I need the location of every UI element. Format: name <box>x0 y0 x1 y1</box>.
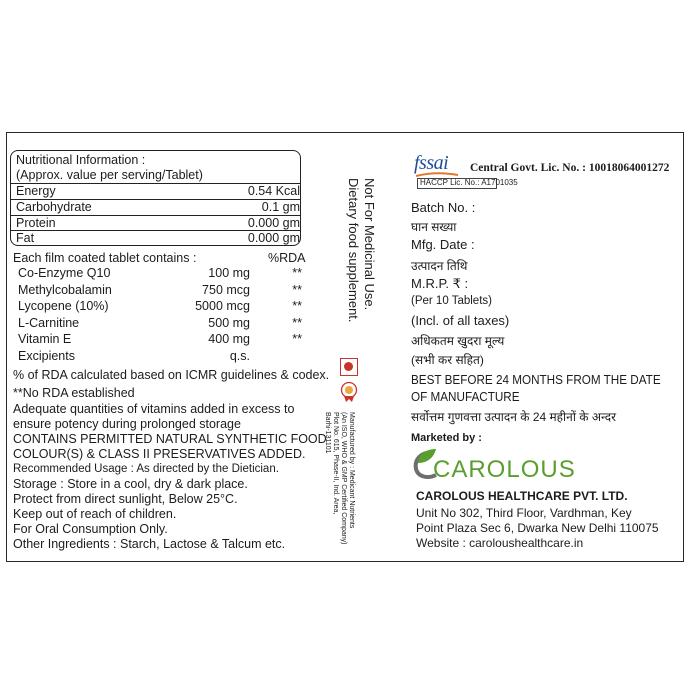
mrp-label: M.R.P. ₹ : <box>411 276 469 291</box>
ingredient-row: Lycopene (10%) 5000 mcg ** <box>18 299 302 313</box>
adequate-note: ensure potency during prolonged storage <box>13 417 241 431</box>
storage-note: Storage : Store in a cool, dry & dark place. <box>13 477 248 491</box>
website: Website : caroloushealthcare.in <box>416 536 584 550</box>
adequate-note: Adequate quantities of vitamins added in excess to <box>13 402 295 416</box>
nutrition-row: Protein 0.000 gm <box>16 216 300 230</box>
company-name: CAROLOUS HEALTHCARE PVT. LTD. <box>416 489 628 503</box>
address-line: Point Plaza Sec 6, Dwarka New Delhi 110075 <box>416 521 659 535</box>
nutrition-row: Carbohydrate 0.1 gm <box>16 200 300 214</box>
nutrition-subtitle: (Approx. value per serving/Tablet) <box>16 168 203 182</box>
rda-header: %RDA <box>268 251 306 265</box>
fssai-license: Central Govt. Lic. No. : 10018064001272 <box>470 162 670 174</box>
batch-no-hindi: घान सख्या <box>411 220 457 234</box>
veg-mark-icon <box>340 358 358 376</box>
protect-note: Protect from direct sunlight, Below 25°C. <box>13 492 238 506</box>
other-ingredients: Other Ingredients : Starch, Lactose & Talcum etc. <box>13 537 286 551</box>
no-rda-note: **No RDA established <box>13 386 135 400</box>
manufacturer-text: (An ISO, WHO & GMP Certified Company) <box>340 412 347 545</box>
manufacturer-text: Barhi-131101 <box>324 412 331 454</box>
per-tablets: (Per 10 Tablets) <box>411 295 492 307</box>
dietary-supplement-text: Dietary food supplement. <box>346 178 361 323</box>
nutrition-row: Fat 0.000 gm <box>16 231 300 245</box>
ingredient-row: Methylcobalamin 750 mcg ** <box>18 283 302 297</box>
ingredient-row: L-Carnitine 500 mg ** <box>18 316 302 330</box>
mfg-date-label: Mfg. Date : <box>411 237 475 252</box>
mrp-hindi: अधिकतम खुदरा मूल्य <box>411 334 505 348</box>
haccp-license: HACCP Lic. No.: A1701035 <box>420 178 518 187</box>
oral-note: For Oral Consumption Only. <box>13 522 168 536</box>
marketed-by-label: Marketed by : <box>411 432 482 444</box>
ingredient-row: Excipients q.s. <box>18 349 250 363</box>
manufacturer-text: Manufactured by : Medicant Nutrients <box>348 412 355 529</box>
fssai-logo: fssai <box>414 152 449 174</box>
incl-taxes: (Incl. of all taxes) <box>411 313 510 328</box>
address-line: Unit No 302, Third Floor, Vardhman, Key <box>416 506 632 520</box>
mfg-date-hindi: उत्पादन तिथि <box>411 259 468 273</box>
not-medicinal-text: Not For Medicinal Use. <box>362 178 377 311</box>
best-before: OF MANUFACTURE <box>411 389 520 404</box>
rda-note: % of RDA calculated based on ICMR guidelines & codex. <box>13 368 330 382</box>
quality-seal-icon <box>340 381 358 403</box>
batch-no-label: Batch No. : <box>411 200 476 215</box>
ingredient-row: Co-Enzyme Q10 100 mg ** <box>18 266 302 280</box>
manufacturer-text: Plot No. 615, Phase-II, Ind. Area, <box>332 412 339 515</box>
nutrition-row: Energy 0.54 Kcal <box>16 184 300 198</box>
incl-taxes-hindi: (सभी कर सहित) <box>411 353 484 367</box>
keep-out-note: Keep out of reach of children. <box>13 507 177 521</box>
usage-note: Recommended Usage : As directed by the Dietician. <box>13 463 279 475</box>
ingredient-row: Vitamin E 400 mg ** <box>18 332 302 346</box>
contains-note: CONTAINS PERMITTED NATURAL SYNTHETIC FOOD <box>13 432 327 446</box>
best-before-hindi: सर्वोत्तम गुणवत्ता उत्पादन के 24 महीनों के अन्दर <box>411 410 616 424</box>
best-before: BEST BEFORE 24 MONTHS FROM THE DATE <box>411 372 661 387</box>
ingredients-header: Each film coated tablet contains : <box>13 251 197 265</box>
brand-name: CAROLOUS <box>433 456 576 483</box>
contains-note: COLOUR(S) & CLASS II PRESERVATIVES ADDED. <box>13 447 306 461</box>
nutrition-title: Nutritional Information : <box>16 153 146 167</box>
